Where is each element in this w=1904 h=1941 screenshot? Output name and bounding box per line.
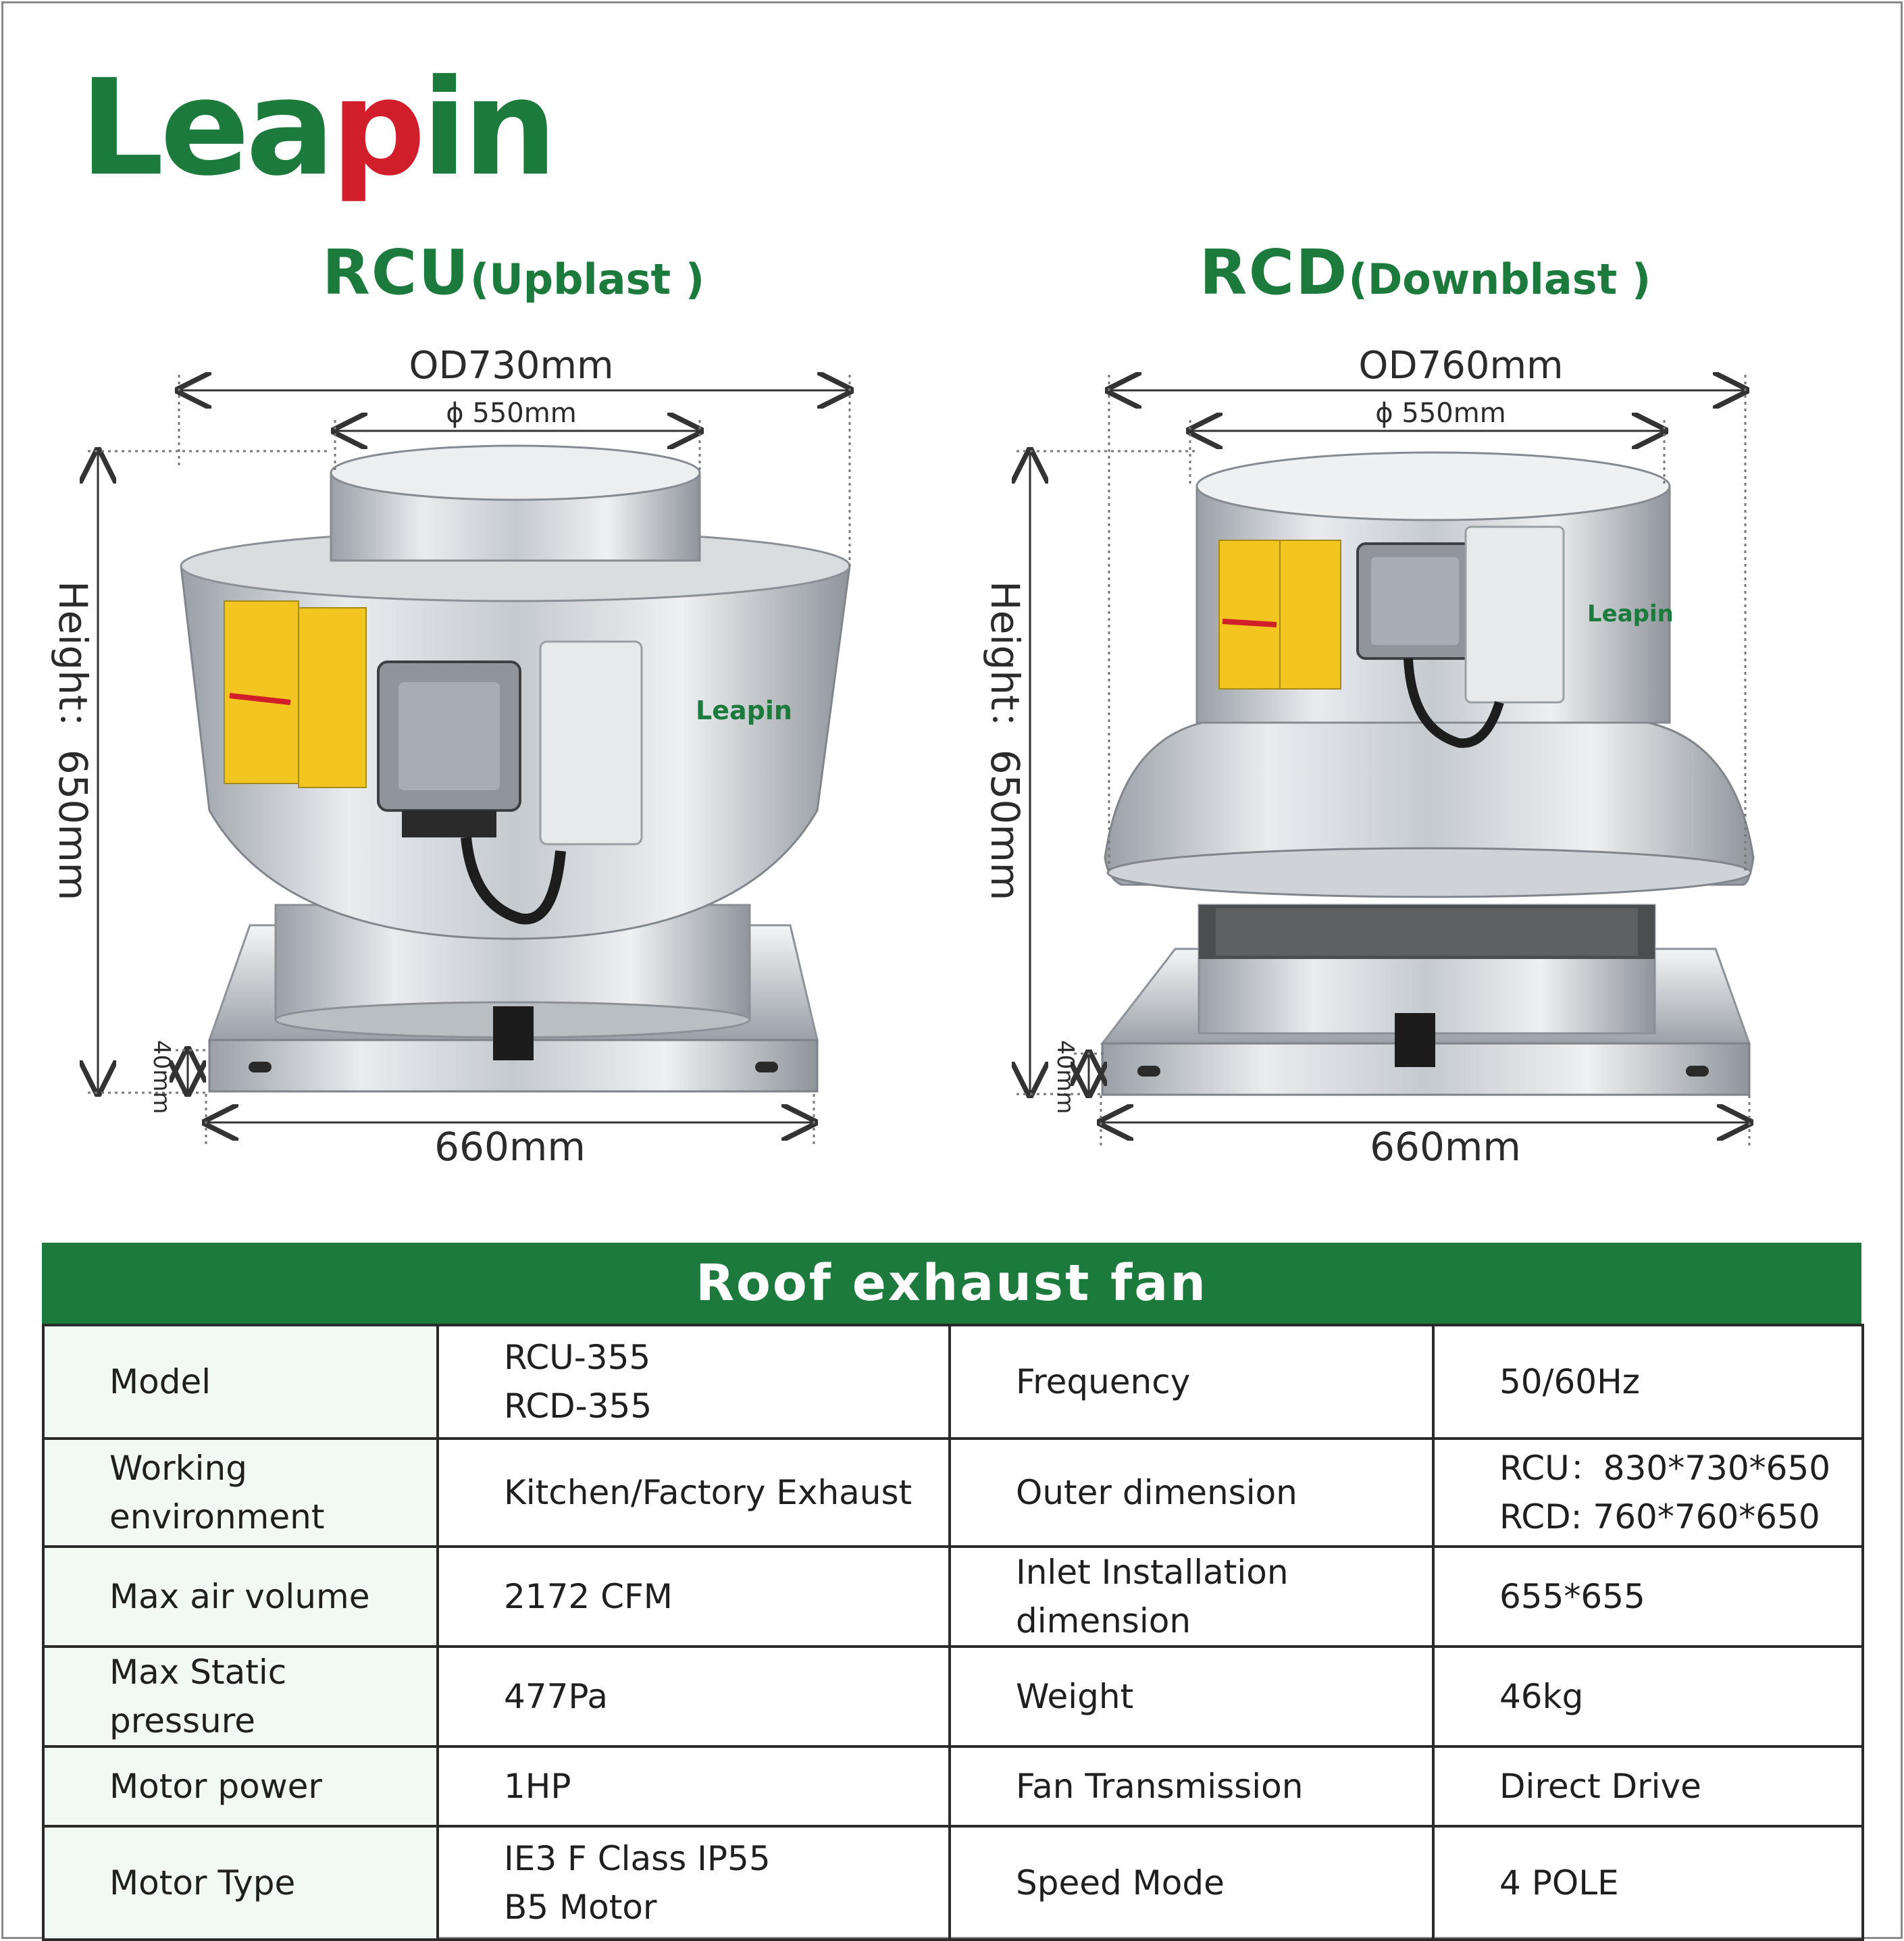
spec-value: Direct Drive — [1433, 1746, 1863, 1826]
rcd-fan-image — [1102, 452, 1753, 1095]
spec-label: Outer dimension — [950, 1439, 1433, 1547]
rcd-model: RCD — [1199, 236, 1349, 309]
spec-table — [42, 1243, 1861, 1941]
rcd-curb-label: 40mm — [1052, 1040, 1079, 1114]
rcu-od-label: OD730mm — [409, 344, 614, 388]
spec-label: Fan Transmission — [950, 1746, 1433, 1826]
spec-value: 4 POLE — [1433, 1826, 1863, 1940]
spec-label: Working environment — [43, 1439, 438, 1547]
rcu-base-label: 660mm — [434, 1124, 586, 1170]
spec-value: 477Pa — [438, 1647, 950, 1746]
rcu-model: RCU — [321, 236, 471, 309]
rcu-variant: (Upblast ) — [470, 255, 705, 304]
spec-label: Max Static pressure — [43, 1647, 438, 1746]
rcd-base-label: 660mm — [1370, 1124, 1521, 1170]
rcd-height-label: Height：650mm — [982, 581, 1028, 901]
spec-value: IE3 F Class IP55 B5 Motor — [438, 1826, 950, 1940]
rcu-height-label: Height：650mm — [50, 581, 96, 901]
rcu-curb-label: 40mm — [148, 1040, 175, 1114]
spec-value: 50/60Hz — [1433, 1325, 1863, 1439]
spec-table-title: Roof exhaust fan — [42, 1243, 1861, 1324]
spec-value: 655*655 — [1433, 1547, 1863, 1647]
table-row — [43, 1325, 1863, 1439]
table-row — [43, 1746, 1863, 1826]
spec-label: Weight — [950, 1647, 1433, 1746]
spec-label: Inlet Installation dimension — [950, 1547, 1433, 1647]
spec-label: Model — [43, 1325, 438, 1439]
spec-label: Max air volume — [43, 1547, 438, 1647]
rcd-od-label: OD760mm — [1358, 344, 1564, 388]
spec-value: 46kg — [1433, 1647, 1863, 1746]
spec-value: RCU：830*730*650 RCD: 760*760*650 — [1433, 1439, 1863, 1547]
rcu-inlet-label: ϕ 550mm — [446, 398, 577, 429]
table-row — [43, 1647, 1863, 1746]
spec-label: Motor power — [43, 1746, 438, 1826]
rcd-variant: (Downblast ) — [1348, 255, 1651, 304]
leapin-logo: Leapin — [80, 51, 554, 205]
spec-grid — [42, 1324, 1864, 1941]
spec-value: Kitchen/Factory Exhaust — [438, 1439, 950, 1547]
spec-value: 1HP — [438, 1746, 950, 1826]
spec-label: Frequency — [950, 1325, 1433, 1439]
table-row — [43, 1547, 1863, 1647]
rcd-badge: Leapin — [1587, 600, 1674, 627]
rcu-badge: Leapin — [696, 696, 792, 725]
spec-value: RCU-355 RCD-355 — [438, 1325, 950, 1439]
rcd-inlet-label: ϕ 550mm — [1375, 398, 1506, 429]
spec-value: 2172 CFM — [438, 1547, 950, 1647]
rcu-fan-image — [181, 446, 850, 1091]
spec-label: Speed Mode — [950, 1826, 1433, 1940]
spec-label: Motor Type — [43, 1826, 438, 1940]
table-row — [43, 1826, 1863, 1940]
table-row — [43, 1439, 1863, 1547]
